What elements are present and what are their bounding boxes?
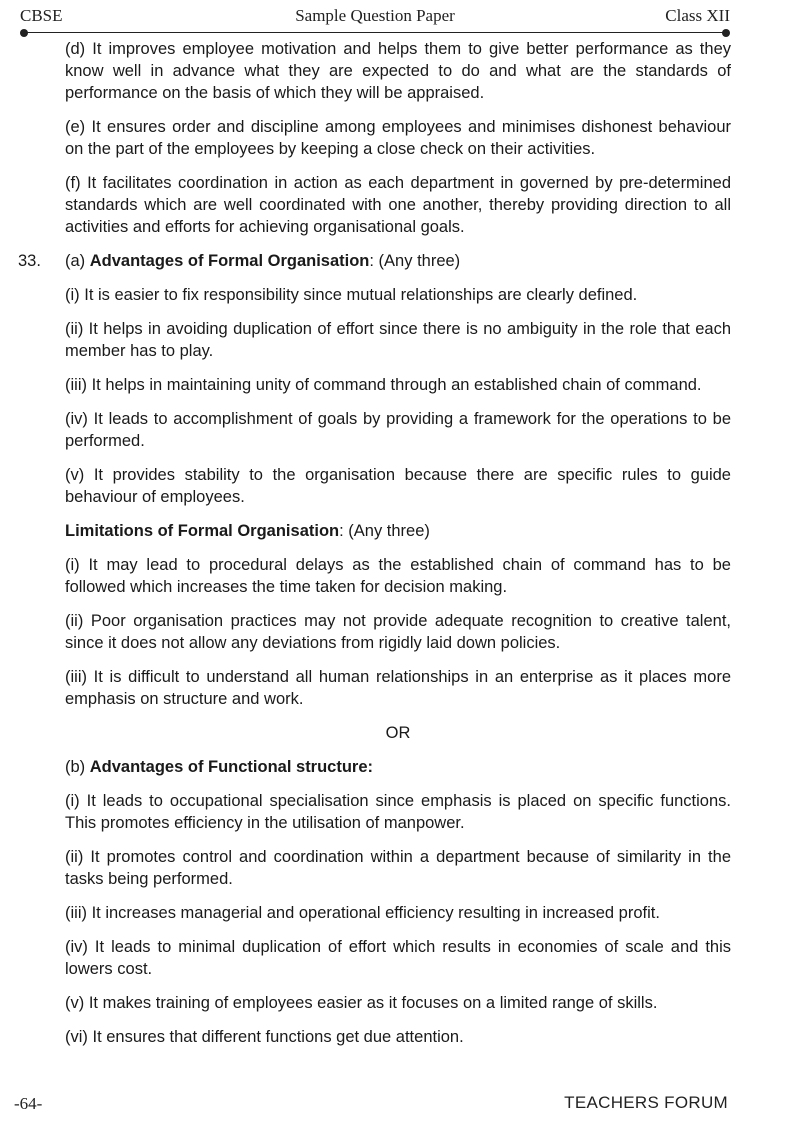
rule-dot-right <box>722 29 730 37</box>
heading-bold: Limitations of Formal Organisation <box>65 522 340 540</box>
formal-lim-i: (i) It may lead to procedural delays as the established chain of command has to be followed which increases the time taken for decision making. <box>65 556 731 596</box>
heading-prefix: (a) <box>65 252 90 270</box>
header-class: Class XII <box>665 6 730 25</box>
formal-adv-i: (i) It is easier to fix responsibility since mutual relationships are clearly defined. <box>65 286 638 304</box>
heading-suffix: : (Any three) <box>339 522 430 540</box>
header-board: CBSE <box>20 6 63 25</box>
formal-lim-iii: (iii) It is difficult to understand all human relationships in an enterprise as it places more emphasis on structure and work. <box>65 668 731 708</box>
heading-prefix: (b) <box>65 758 90 776</box>
point-f: (f) It facilitates coordination in action as each department in governed by pre-determined standards which are well coordinated with one another, thereby providing direction to all activities and efforts for achieving organisational goals. <box>65 174 731 236</box>
point-d: (d) It improves employee motivation and helps them to give better performance as they know well in advance what they are expected to do and what are the standards of performance on the basis of which they will be appraised. <box>65 40 731 102</box>
functional-adv-i: (i) It leads to occupational specialisation since emphasis is placed on specific functions. This promotes efficiency in the utilisation of manpower. <box>65 792 731 832</box>
formal-adv-v: (v) It provides stability to the organisation because there are specific rules to guide behaviour of employees. <box>65 466 731 506</box>
formal-adv-ii: (ii) It helps in avoiding duplication of effort since there is no ambiguity in the role that each member has to play. <box>65 320 731 360</box>
functional-adv-iv: (iv) It leads to minimal duplication of effort which results in economies of scale and this lowers cost. <box>65 938 731 978</box>
or-separator: OR <box>385 724 411 742</box>
limitations-heading <box>65 520 731 542</box>
functional-adv-vi: (vi) It ensures that different functions get due attention. <box>65 1028 464 1046</box>
publisher-brand: TEACHERS FORUM <box>564 1093 728 1112</box>
page-body <box>0 38 800 1060</box>
heading-bold: Advantages of Functional structure: <box>89 758 374 776</box>
header-rule <box>24 32 724 33</box>
heading-suffix: : (Any three) <box>369 252 461 270</box>
question-number: 33. <box>18 252 41 270</box>
page-number: -64- <box>14 1094 43 1113</box>
question-33-heading <box>18 250 731 272</box>
heading-bold: Advantages of Formal Organisation <box>89 252 370 270</box>
functional-heading <box>65 756 731 778</box>
formal-adv-iii: (iii) It helps in maintaining unity of command through an established chain of command. <box>65 376 702 394</box>
point-e: (e) It ensures order and discipline among employees and minimises dishonest behaviour on the part of the employees by keeping a close check on their activities. <box>65 118 731 158</box>
page-header <box>20 6 730 28</box>
functional-adv-ii: (ii) It promotes control and coordination within a department because of similarity in the tasks being performed. <box>65 848 731 888</box>
functional-adv-v: (v) It makes training of employees easier as it focuses on a limited range of skills. <box>65 994 658 1012</box>
formal-lim-ii: (ii) Poor organisation practices may not provide adequate recognition to creative talent, since it does not allow any deviations from rigidly laid down policies. <box>65 612 731 652</box>
functional-adv-iii: (iii) It increases managerial and operational efficiency resulting in increased profit. <box>65 904 660 922</box>
formal-adv-iv: (iv) It leads to accomplishment of goals by providing a framework for the operations to be performed. <box>65 410 731 450</box>
rule-dot-left <box>20 29 28 37</box>
header-title: Sample Question Paper <box>295 6 455 25</box>
